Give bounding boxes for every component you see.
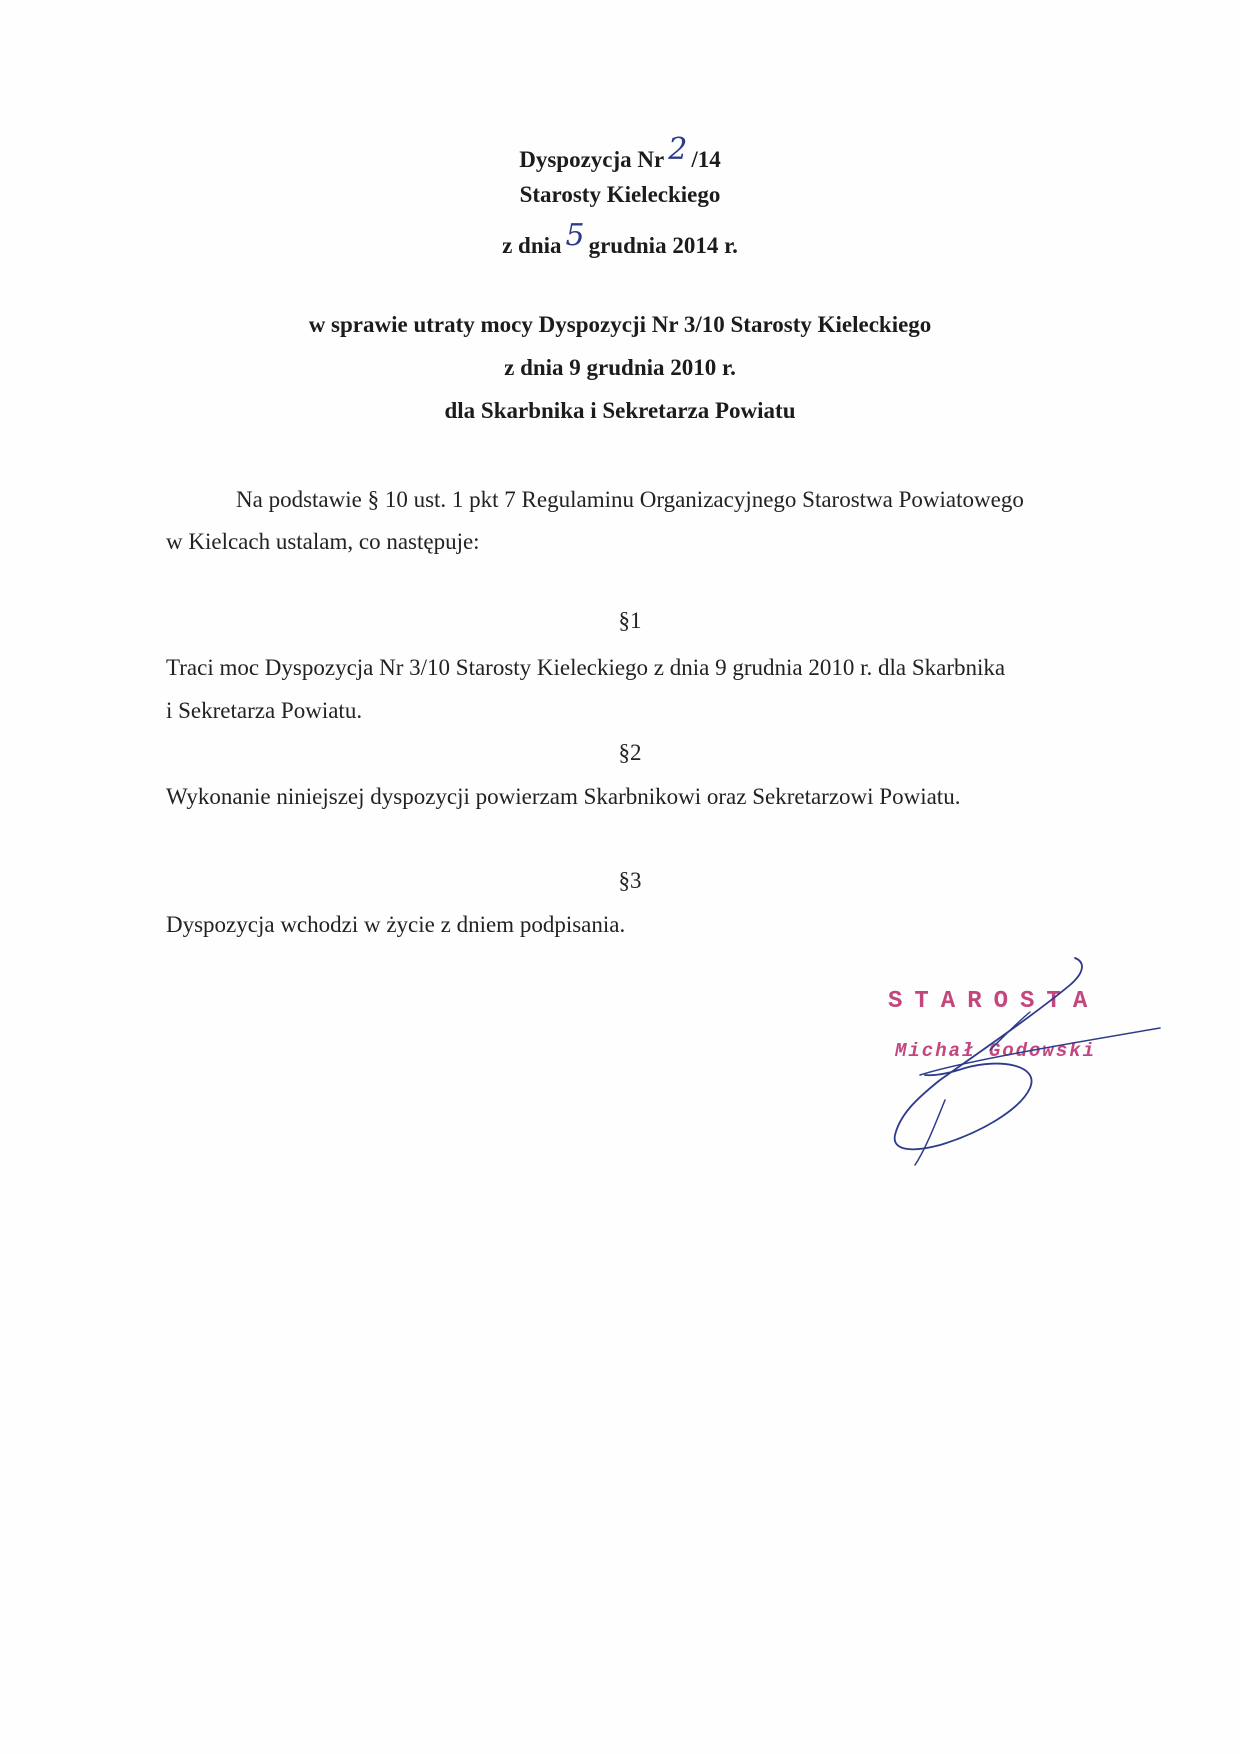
title-prefix: Dyspozycja Nr [519,147,665,172]
section-3-mark: §3 [618,868,642,893]
signature-stroke-descender [915,1100,945,1165]
handwritten-number: 2 [668,132,688,167]
subject-line-3: dla Skarbnika i Sekretarza Powiatu [444,398,796,423]
preamble-line-1: Na podstawie § 10 ust. 1 pkt 7 Regulaminu Organizacyjnego Starostwa Powiatowego [236,487,1024,512]
subject-line-1: w sprawie utraty mocy Dyspozycji Nr 3/10 Starosty Kieleckiego [308,312,932,337]
date-prefix: z dnia [502,233,562,258]
date-suffix: grudnia 2014 r. [588,233,738,258]
stamp-name: Michał Godowski [895,1040,1097,1062]
signature-stroke-loop [990,1012,1030,1050]
handwritten-signature [880,950,1180,1170]
preamble-line-2: w Kielcach ustalam, co następuje: [166,529,480,554]
section-1-mark: §1 [618,608,642,633]
issue-date [0,218,1240,261]
stamp-title: STAROSTA [888,988,1100,1015]
section-1-line-2: i Sekretarza Powiatu. [166,698,363,723]
handwritten-day: 5 [565,218,585,253]
document-title [0,132,1240,175]
signature-stroke-main [895,958,1082,1149]
title-suffix: /14 [691,147,721,172]
subject-line-2: z dnia 9 grudnia 2010 r. [504,355,736,380]
issuer-line: Starosty Kieleckiego [519,182,721,207]
section-2-mark: §2 [618,740,642,765]
section-1-line-1: Traci moc Dyspozycja Nr 3/10 Starosty Kieleckiego z dnia 9 grudnia 2010 r. dla Skarbnika [166,655,1006,680]
section-3-line-1: Dyspozycja wchodzi w życie z dniem podpisania. [166,912,626,937]
section-2-line-1: Wykonanie niniejszej dyspozycji powierzam Skarbnikowi oraz Sekretarzowi Powiatu. [166,784,961,809]
